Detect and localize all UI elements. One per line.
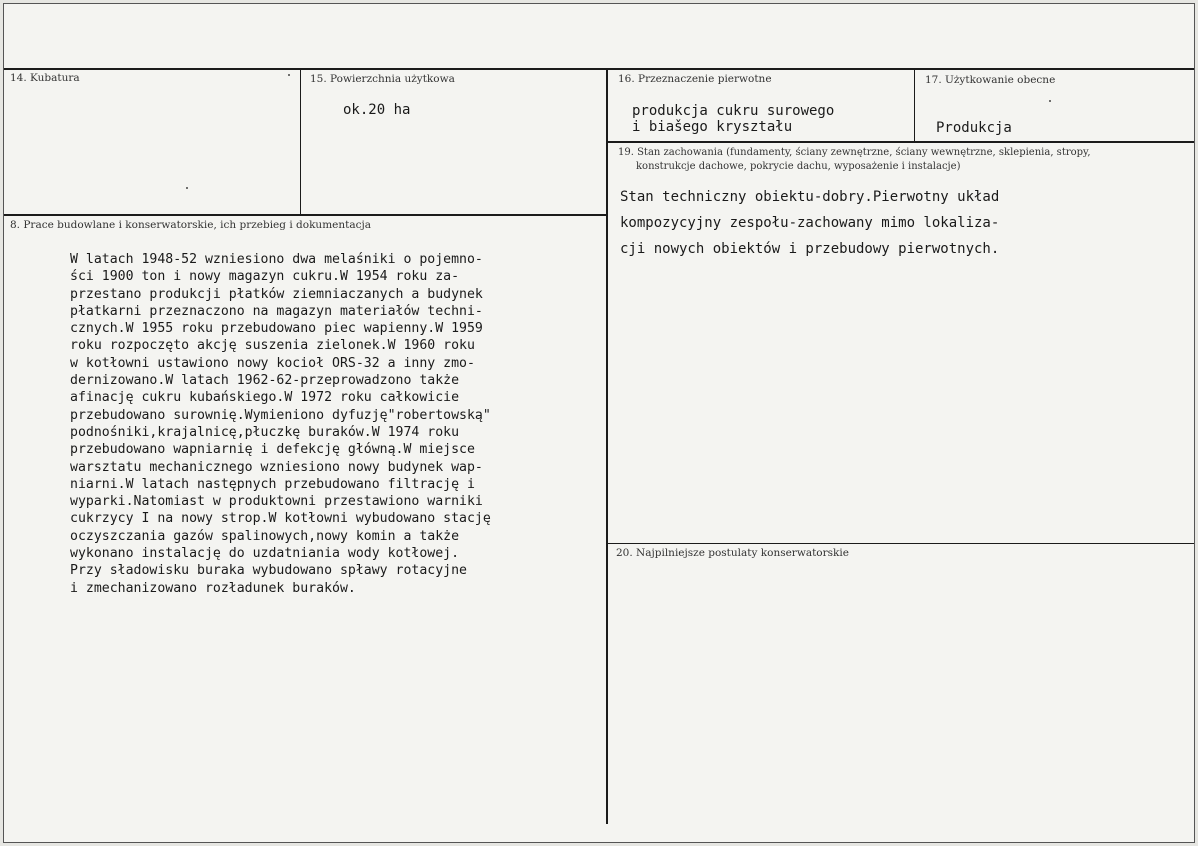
rule-vertical-main — [606, 68, 608, 824]
field-8-line: cukrzycy I na nowy strop.W kotłowni wybudowano stację — [70, 511, 491, 527]
field-8-label: 8. Prace budowlane i konserwatorskie, ich przebieg i dokumentacja — [10, 219, 371, 231]
field-8-line: oczyszczania gazów spalinowych,nowy komin a także — [70, 528, 460, 544]
field-8-line: podnośniki,krajalnicę,płuczkę buraków.W 1974 roku — [70, 424, 460, 440]
field-8-line: przebudowano surownię.Wymieniono dyfuzję"robertowską" — [70, 407, 491, 423]
rule-right-under-16 — [607, 141, 1194, 143]
field-8-line: Przy sładowisku buraka wybudowano spławy rotacyjne — [70, 563, 467, 579]
stray-mark — [1049, 100, 1051, 102]
field-17-value: Produkcja — [936, 120, 1012, 136]
field-15-value: ok.20 ha — [343, 102, 411, 118]
rule-top — [4, 68, 1194, 70]
field-20-label: 20. Najpilniejsze postulaty konserwatorskie — [616, 547, 849, 559]
field-14-label: 14. Kubatura — [10, 72, 80, 84]
record-card — [3, 3, 1195, 843]
field-8-line: roku rozpoczęto akcję suszenia zielonek.W 1960 roku — [70, 338, 475, 354]
field-15-label: 15. Powierzchnia użytkowa — [310, 73, 455, 85]
rule-left-mid — [4, 214, 607, 216]
rule-vertical-16-17 — [914, 68, 915, 141]
field-8-line: ści 1900 ton i nowy magazyn cukru.W 1954 roku za- — [70, 269, 460, 285]
field-8-line: w kotłowni ustawiono nowy kocioł ORS-32 a inny zmo- — [70, 355, 475, 371]
field-16-label: 16. Przeznaczenie pierwotne — [618, 73, 772, 85]
stray-mark — [288, 74, 290, 76]
field-8-line: przebudowano wapniarnię i defekcję główną.W miejsce — [70, 442, 475, 458]
field-19-line: kompozycyjny zespołu-zachowany mimo lokaliza- — [620, 215, 1000, 231]
field-8-line: niarni.W latach następnych przebudowano filtrację i — [70, 476, 475, 492]
field-16-line: i biašego kryształu — [632, 119, 793, 135]
field-16-line: produkcja cukru surowego — [632, 103, 835, 119]
field-8-line: dernizowano.W latach 1962-62-przeprowadzono także — [70, 373, 460, 389]
field-17-label: 17. Użytkowanie obecne — [925, 74, 1056, 86]
rule-right-under-19 — [607, 543, 1194, 544]
stray-mark — [186, 187, 188, 189]
field-8-text — [70, 251, 605, 597]
field-8-line: cznych.W 1955 roku przebudowano piec wapienny.W 1959 — [70, 321, 483, 337]
field-8-line: wyparki.Natomiast w produktowni przestawiono warniki — [70, 494, 483, 510]
field-8-line: płatkarni przeznaczono na magazyn materiałów techni- — [70, 303, 483, 319]
field-8-line: afinację cukru kubańskiego.W 1972 roku całkowicie — [70, 390, 460, 406]
field-19-label: konstrukcje dachowe, pokrycie dachu, wyposażenie i instalacje) — [636, 161, 961, 172]
field-8-line: i zmechanizowano rozładunek buraków. — [70, 580, 356, 596]
field-8-line: W latach 1948-52 wzniesiono dwa melaśniki o pojemno- — [70, 252, 483, 267]
field-19-label: 19. Stan zachowania (fundamenty, ściany zewnętrzne, ściany wewnętrzne, sklepienia, stropy, — [618, 147, 1091, 158]
field-8-line: przestano produkcji płatków ziemniaczanych a budynek — [70, 286, 483, 302]
field-8-line: wykonano instalację do uzdatniania wody kotłowej. — [70, 546, 460, 562]
rule-vertical-14-15 — [300, 68, 301, 214]
field-8-line: warsztatu mechanicznego wzniesiono nowy budynek wap- — [70, 459, 483, 475]
field-19-line: Stan techniczny obiektu-dobry.Pierwotny układ — [620, 189, 1000, 205]
field-19-line: cji nowych obiektów i przebudowy pierwotnych. — [620, 241, 1000, 257]
